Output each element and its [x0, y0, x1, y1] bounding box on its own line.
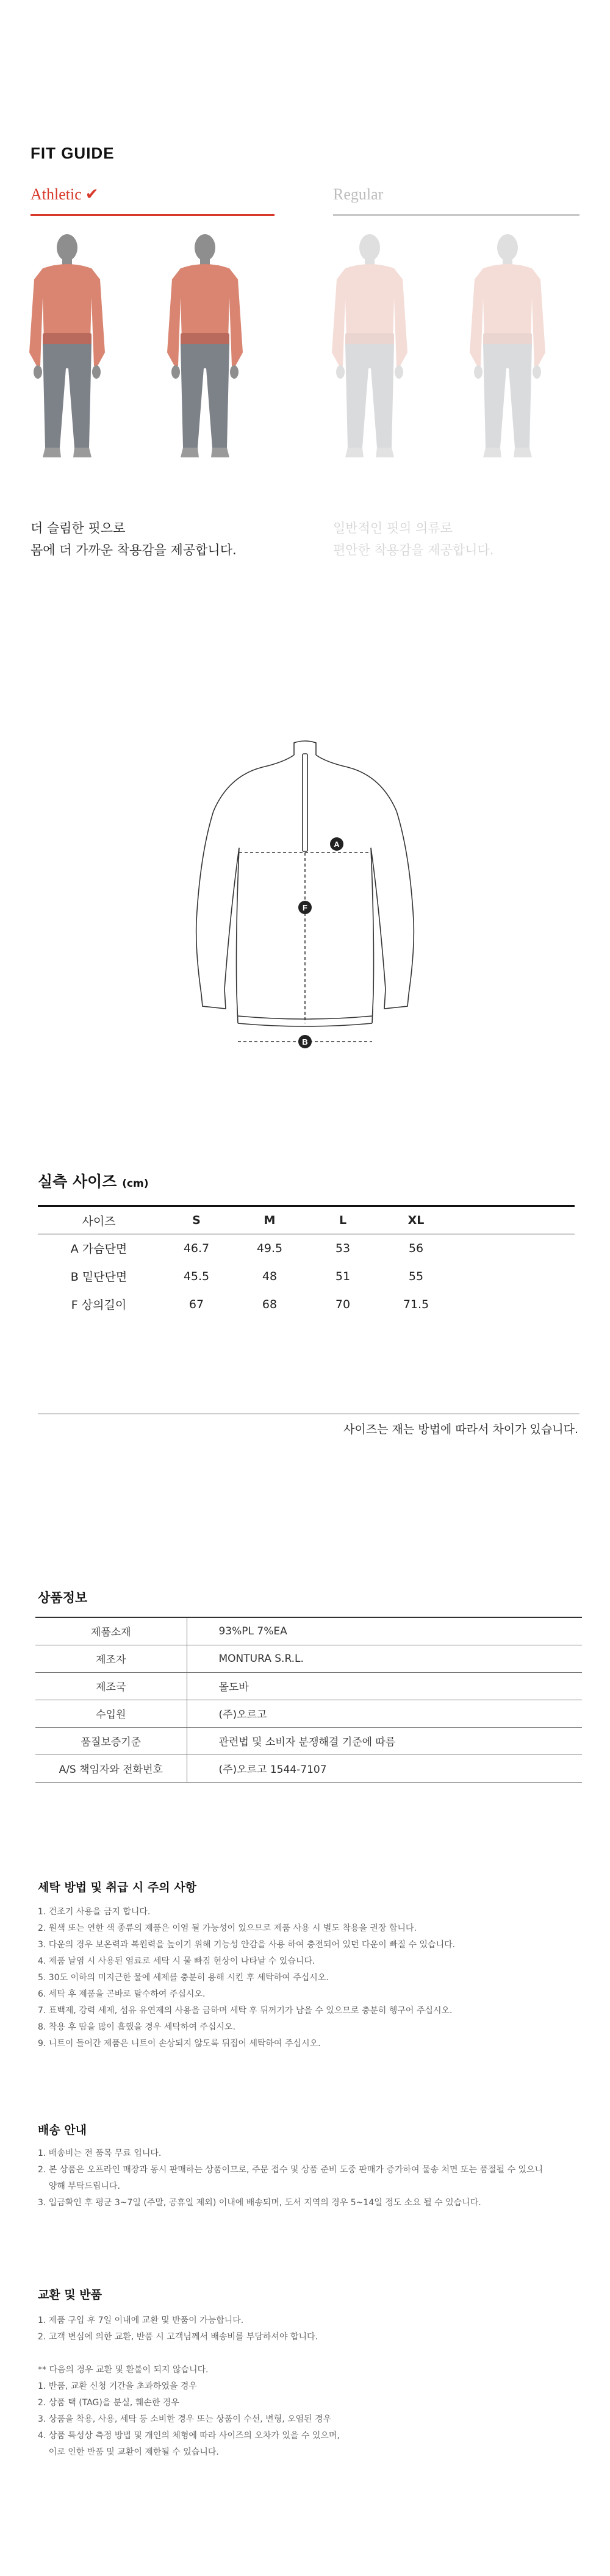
list-item: 9. 니트이 들어간 제품은 니트이 손상되지 않도록 뒤집어 세탁하여 주십시오. [38, 2039, 321, 2048]
header-cell: L [306, 1206, 379, 1234]
washing-list [38, 1904, 587, 2052]
list-item: 3. 다운의 경우 보온력과 복원력을 높이기 위해 기능성 안감을 사용 하여 충전되어 있던 다운이 빠질 수 있습니다. [38, 1940, 456, 1950]
tab-athletic-label: Athletic [30, 185, 82, 203]
product-info-table [35, 1617, 582, 1783]
list-item: 양해 부탁드립니다. [38, 2181, 120, 2191]
regular-desc-line: 편안한 착용감을 제공합니다. [333, 543, 494, 557]
table-cell: 45.5 [183, 1269, 210, 1283]
regular-desc-line: 일반적인 핏의 의류로 [333, 521, 453, 535]
table-row [35, 1755, 582, 1782]
header-cell: 사이즈 [38, 1206, 160, 1234]
list-item: 7. 표백제, 강력 세제, 섬유 유연제의 사용을 금하며 세탁 후 뒤꺼기가 남을 수 있으므로 충분히 헹구어 주십시오. [38, 2006, 453, 2016]
list-item: 2. 고객 변심에 의한 교환, 반품 시 고객님께서 배송비를 부담하셔야 합니다. [38, 2332, 318, 2342]
list-item: 3. 상품을 착용, 사용, 세탁 등 소비한 경우 또는 상품이 수선, 변형, 오염된 경우 [38, 2414, 332, 2424]
athletic-desc-line: 몸에 더 가까운 착용감을 제공합니다. [30, 543, 237, 557]
fit-guide-title: FIT GUIDE [30, 144, 115, 162]
table-row [38, 1290, 575, 1318]
table-cell: 49.5 [256, 1241, 283, 1255]
list-item: 3. 입금확인 후 평균 3~7일 (주말, 공휴일 제외) 이내에 배송되며, 도서 지역의 경우 5~14일 정도 소요 될 수 있습니다. [38, 2198, 481, 2208]
athletic-description [30, 517, 237, 561]
list-item: 2. 원색 또는 연한 색 종류의 제품은 이염 될 가능성이 있으므로 제품 사용 시 별도 착용을 권장 합니다. [38, 1923, 417, 1933]
list-item: 1. 제품 구입 후 7일 이내에 교환 및 반품이 가능합니다. [38, 2316, 244, 2325]
table-cell: 51 [335, 1269, 351, 1283]
table-cell: 53 [335, 1241, 351, 1255]
list-item: 1. 배송비는 전 품목 무료 입니다. [38, 2148, 162, 2158]
list-item: 2. 상품 택 (TAG)을 분실, 훼손한 경우 [38, 2398, 179, 2408]
info-key: 제조자 [35, 1645, 187, 1672]
tab-athletic[interactable] [30, 185, 274, 216]
figure-female [29, 234, 105, 457]
table-cell: B 밑단단면 [70, 1270, 127, 1284]
table-cell: 67 [188, 1297, 204, 1311]
list-item: 2. 본 상품은 오프라인 매장과 동시 판매하는 상품이므로, 주문 접수 및 상품 준비 도중 판매가 증가하여 물송 처면 또는 품절될 수 있으니 [38, 2165, 544, 2175]
size-chart-title [38, 1170, 149, 1192]
table-cell: 70 [335, 1297, 351, 1311]
table-row [38, 1234, 575, 1262]
product-info-title: 상품정보 [38, 1590, 88, 1605]
regular-fit-figures [327, 226, 583, 470]
info-key: 제조국 [35, 1672, 187, 1700]
header-cell: XL [379, 1206, 453, 1234]
table-cell: 56 [408, 1241, 424, 1255]
info-value: 93%PL 7%EA [187, 1617, 582, 1645]
info-key: 품질보증기준 [35, 1727, 187, 1755]
marker-f-label: F [303, 903, 307, 912]
info-value: 몰도바 [187, 1672, 582, 1700]
size-chart-title-text: 실측 사이즈 [38, 1173, 117, 1190]
info-value: (주)오르고 1544-7107 [187, 1755, 582, 1782]
garment-measurement-diagram [195, 738, 451, 1092]
info-value: 관련법 및 소비자 분쟁해결 기준에 따름 [187, 1727, 582, 1755]
regular-description [333, 517, 493, 561]
figure-male [167, 234, 243, 457]
info-key: A/S 책임자와 전화번호 [35, 1755, 187, 1782]
list-item: 8. 착용 후 땀을 많이 흡했을 경우 세탁하여 주십시오. [38, 2022, 235, 2032]
table-cell: 48 [262, 1269, 278, 1283]
list-item [38, 2345, 587, 2362]
athletic-fit-figures [24, 226, 281, 470]
list-item: 4. 상품 특성상 측정 방법 및 개인의 체형에 따라 사이즈의 오차가 있을 수 있으며, [38, 2431, 340, 2441]
list-item: ** 다음의 경우 교환 및 환불이 되지 않습니다. [38, 2365, 209, 2375]
table-cell: 68 [262, 1297, 278, 1311]
table-cell: F 상의길이 [71, 1298, 127, 1312]
marker-a-label: A [334, 840, 340, 849]
marker-b [298, 1035, 312, 1048]
table-row [35, 1645, 582, 1672]
list-item: 1. 건조기 사용을 금지 합니다. [38, 1907, 151, 1917]
athletic-desc-line: 더 슬림한 핏으로 [30, 521, 126, 535]
marker-f [298, 901, 312, 914]
checkmark-icon: ✔ [85, 185, 99, 204]
info-value: MONTURA S.R.L. [187, 1645, 582, 1672]
marker-b-label: B [302, 1037, 308, 1046]
table-cell: 71.5 [403, 1297, 429, 1311]
list-item: 5. 30도 이하의 미지근한 물에 세제를 충분히 용해 시킨 후 세탁하여 주십시오. [38, 1973, 329, 1983]
table-row [35, 1700, 582, 1727]
shipping-list [38, 2145, 587, 2211]
table-row [35, 1727, 582, 1755]
list-item: 1. 반품, 교환 신청 기간을 초과하였을 경우 [38, 2381, 197, 2391]
info-key: 수입원 [35, 1700, 187, 1727]
exchange-title: 교환 및 반품 [38, 2288, 102, 2302]
info-key: 제품소재 [35, 1617, 187, 1645]
table-row [35, 1672, 582, 1700]
header-cell: S [160, 1206, 233, 1234]
list-item: 6. 세탁 후 제품을 곤바로 탈수하여 주십시오. [38, 1989, 206, 1999]
tab-regular[interactable] [333, 185, 580, 216]
table-cell: A 가슴단면 [70, 1242, 127, 1256]
table-header-row [38, 1206, 575, 1234]
tab-regular-label: Regular [333, 185, 384, 203]
washing-title: 세탁 방법 및 취급 시 주의 사항 [38, 1881, 196, 1894]
list-item: 이로 인한 반품 및 교환이 제한될 수 있습니다. [38, 2447, 219, 2457]
table-row [38, 1262, 575, 1290]
exchange-list [38, 2313, 587, 2461]
list-item: 4. 제품 날염 시 사용된 염료로 세탁 시 물 빠짐 현상이 나타날 수 있습니다. [38, 1956, 315, 1966]
table-cell: 46.7 [183, 1241, 210, 1255]
size-chart-unit: (cm) [122, 1178, 149, 1190]
marker-a [330, 837, 343, 851]
info-value: (주)오르고 [187, 1700, 582, 1727]
header-cell: M [233, 1206, 306, 1234]
size-chart-table [38, 1205, 575, 1318]
table-cell: 55 [408, 1269, 424, 1283]
shipping-title: 배송 안내 [38, 2123, 87, 2137]
table-row [35, 1617, 582, 1645]
size-note: 사이즈는 재는 방법에 따라서 차이가 있습니다. [343, 1423, 578, 1436]
